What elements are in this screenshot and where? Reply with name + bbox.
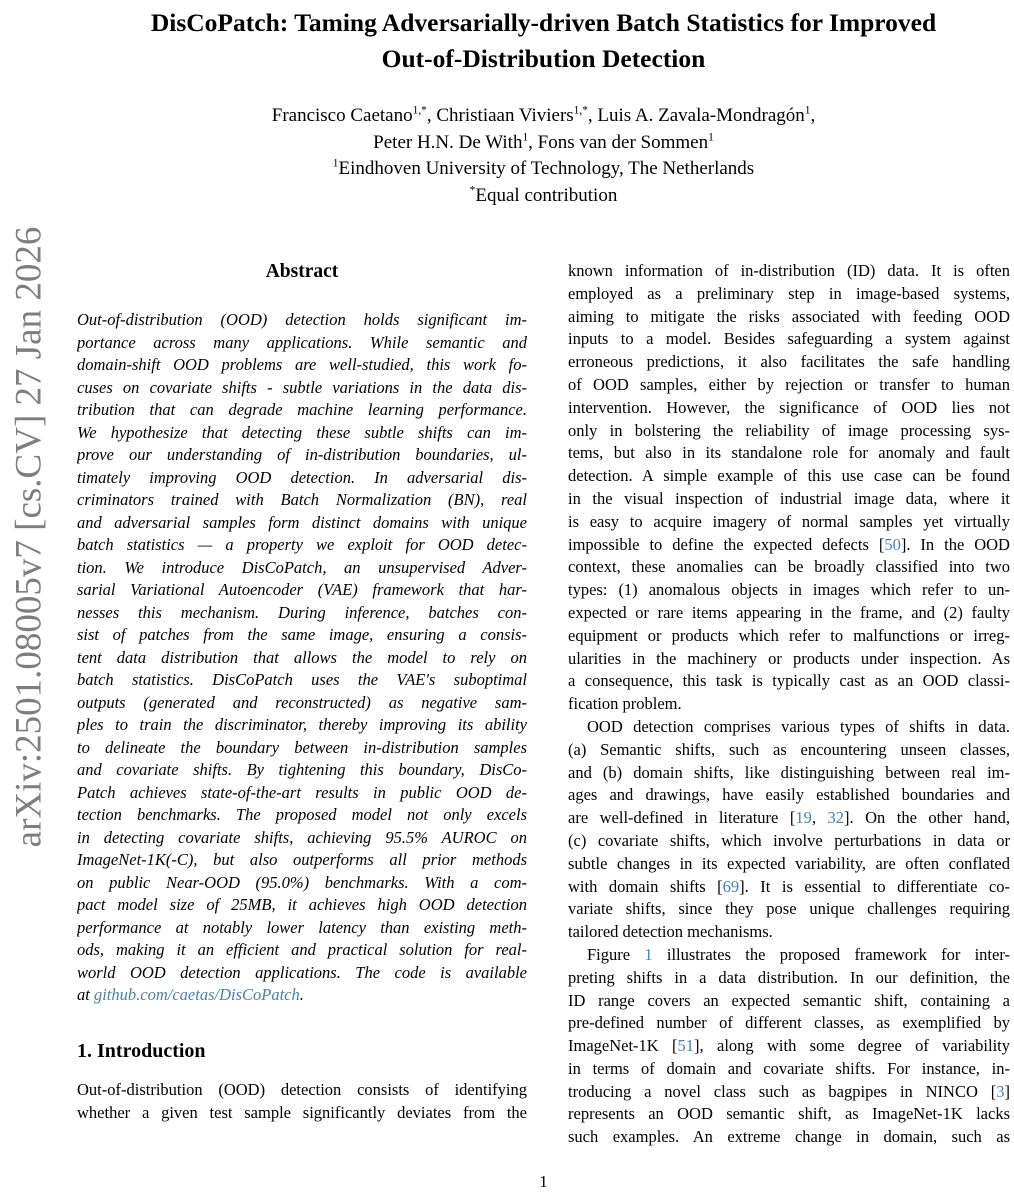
text-line: are well-defined in literature [19, 32]. On the other hand, — [568, 808, 1010, 828]
author-line: Francisco Caetano$^{1,*}$, Christiaan Viviers$^{1,*}$, Luis A. Zavala-Mondragón$^1$, — [271, 104, 816, 126]
superscript: * — [469, 184, 476, 197]
text-line: subtle changes in its expected variability, are often conflated — [568, 853, 1010, 873]
text-line: employed as a preliminary step in image-based systems, — [568, 283, 1010, 303]
author-block — [77, 103, 1010, 209]
text-line: in the visual inspection of industrial image data, where it — [568, 488, 1010, 508]
text-line: portance across many applications. While semantic and — [77, 332, 527, 352]
superscript: 1 — [522, 131, 529, 144]
page-footer — [77, 1172, 1010, 1192]
text-line: intervention. However, the significance of OOD lies not — [568, 397, 1010, 417]
page-number: 1 — [539, 1172, 548, 1191]
text-line: erroneous predictions, it also facilitates the safe handling — [568, 352, 1010, 372]
text-line: troducing a novel class such as bagpipes in NINCO [3] — [568, 1081, 1010, 1101]
text-line: ID range covers an expected semantic shift, containing a — [568, 990, 1010, 1010]
left-column — [77, 258, 527, 1149]
text-line: at github.com/caetas/DisCoPatch. — [77, 985, 304, 1004]
text-line: cuses on covariate shifts - subtle variations in the data dis- — [77, 377, 527, 397]
text-line: tion. We introduce DisCoPatch, an unsupervised Adver- — [77, 557, 527, 577]
introduction-heading: 1. Introduction — [77, 1039, 206, 1062]
text-line: variate shifts, since they pose unique challenges requiring — [568, 899, 1010, 919]
text-line: sist of patches from the same image, ensuring a consis- — [77, 625, 527, 644]
paper-title-line-2: Out-of-Distribution Detection — [381, 44, 706, 73]
superscript: 1,* — [573, 104, 588, 117]
right-column-body — [568, 260, 1010, 1149]
text-line: equipment or products which refer to malfunctions or irreg- — [568, 625, 1010, 645]
text-line: whether a given test sample significantly deviates from the — [77, 1102, 527, 1122]
text-line: impossible to define the expected defects [50]. In the OOD — [568, 534, 1010, 554]
abstract-heading: Abstract — [265, 261, 339, 282]
author-line: $^1$Eindhoven University of Technology, The Netherlands — [332, 157, 755, 179]
citation-link[interactable]: 3 — [996, 1081, 1005, 1101]
paragraph — [77, 1078, 527, 1124]
text-line: criminators trained with Batch Normalization (BN), real — [77, 490, 527, 509]
text-line: nesses this mechanism. During inference, batches con- — [77, 602, 527, 622]
text-line: and covariate shifts. By tightening this boundary, DisCo- — [77, 760, 527, 779]
text-line: pre-defined number of different classes, as exemplified by — [568, 1013, 1010, 1033]
text-line: sarial Variational Autoencoder (VAE) framework that har- — [77, 580, 527, 599]
text-line: detection. A simple example of this use case can be found — [568, 466, 1010, 486]
text-line: aiming to mitigate the risks associated with feeding OOD — [568, 306, 1010, 326]
text-line: Out-of-distribution (OOD) detection consists of identifying — [77, 1079, 527, 1099]
text-line: batch statistics — a property we exploit for OOD detec- — [77, 535, 527, 554]
citation-link[interactable]: 51 — [677, 1036, 695, 1056]
text-line: such examples. An extreme change in domain, such as — [568, 1127, 1010, 1147]
text-line: domain-shift OOD problems are well-studied, this work fo- — [77, 355, 527, 374]
introduction-body — [77, 1078, 527, 1124]
text-line: on public Near-OOD (95.0%) benchmarks. With a com- — [77, 872, 527, 892]
text-line: is easy to acquire imagery of normal samples yet virtually — [568, 511, 1010, 531]
text-line: fication problem. — [568, 694, 682, 714]
text-line: performance at notably lower latency than existing meth- — [77, 917, 527, 937]
text-line: Out-of-distribution (OOD) detection holds significant im- — [77, 310, 527, 329]
text-line: tribution that can degrade machine learning performance. — [77, 400, 527, 419]
text-line: and adversarial samples form distinct domains with unique — [77, 512, 527, 532]
citation-link[interactable]: 32 — [827, 808, 844, 828]
text-line: represents an OOD semantic shift, as ImageNet-1K lacks — [568, 1104, 1010, 1124]
right-column — [568, 258, 1010, 1149]
text-line: ImageNet-1K [51], along with some degree of variability — [568, 1036, 1010, 1056]
text-line: ods, making it an efficient and practical solution for real- — [77, 940, 527, 959]
text-line: preting shifts in a data distribution. In our definition, the — [568, 967, 1010, 987]
text-line: in detecting covariate shifts, achieving 95.5% AUROC on — [77, 827, 527, 847]
text-line: only in bolstering the reliability of image processing sys- — [568, 420, 1010, 440]
text-line: timately improving OOD detection. In adversarial dis- — [77, 467, 527, 487]
text-line: a consequence, this task is typically cast as an OOD classi- — [568, 671, 1010, 691]
text-line: tent data distribution that allows the model to rely on — [77, 647, 527, 667]
text-line: tailored detection mechanisms. — [568, 922, 773, 942]
text-line: Figure 1 illustrates the proposed framework for inter- — [587, 944, 1010, 964]
citation-link[interactable]: 50 — [884, 534, 901, 554]
text-line: ples to train the discriminator, thereby improving its ability — [77, 715, 527, 734]
paper-title — [77, 5, 1010, 77]
text-line: ages and drawings, have easily established boundaries and — [568, 785, 1010, 805]
author-line: *Equal contribution — [469, 184, 618, 206]
text-line: types: (1) anomalous objects in images which refer to un- — [568, 580, 1010, 600]
paragraph — [568, 260, 1010, 716]
text-line: We hypothesize that detecting these subtle shifts can im- — [77, 422, 527, 442]
text-line: ularities in the machinery or products under inspection. As — [568, 648, 1010, 668]
text-line: with domain shifts [69]. It is essential to differentiate co- — [568, 876, 1010, 896]
citation-link[interactable]: 19 — [795, 808, 812, 828]
text-line: prove our understanding of in-distribution boundaries, ul- — [77, 445, 527, 464]
text-line: (a) Semantic shifts, such as encountering unseen classes, — [568, 739, 1010, 759]
two-column-body — [77, 258, 1010, 1149]
text-line: known information of in-distribution (ID) data. It is often — [568, 261, 1010, 280]
text-line: world OOD detection applications. The code is available — [77, 962, 527, 982]
superscript: 1 — [804, 104, 811, 117]
text-line: batch statistics. DisCoPatch uses the VAE's suboptimal — [77, 670, 527, 689]
superscript: 1 — [708, 131, 714, 144]
text-line: of OOD samples, either by rejection or transfer to human — [568, 374, 1010, 394]
text-line: ImageNet-1K(-C), but also outperforms all prior methods — [77, 850, 527, 869]
paragraph — [568, 944, 1010, 1149]
paragraph — [77, 309, 527, 1007]
superscript: 1 — [332, 157, 339, 170]
paragraph — [568, 716, 1010, 944]
text-line: OOD detection comprises various types of shifts in data. — [587, 716, 1010, 736]
text-line: inputs to a model. Besides safeguarding a system against — [568, 329, 1010, 349]
abstract-body — [77, 309, 527, 1007]
text-line: and (b) domain shifts, like distinguishing between real im- — [568, 762, 1010, 782]
text-line: outputs (generated and reconstructed) as negative sam- — [77, 692, 527, 712]
text-line: tems, but also in its standalone role for anomaly and fault — [568, 443, 1010, 463]
arxiv-watermark: arXiv:2501.08005v7 [cs.CV] 27 Jan 2026 — [8, 226, 50, 848]
text-line: (c) covariate shifts, which involve perturbations in data or — [568, 830, 1010, 850]
text-line: pact model size of 25MB, it achieves high OOD detection — [77, 895, 527, 914]
text-line: to delineate the boundary between in-distribution samples — [77, 737, 527, 757]
paper-title-line-1: DisCoPatch: Taming Adversarially-driven Batch Statistics for Improved — [150, 8, 937, 37]
text-line: context, these anomalies can be broadly classified into two — [568, 557, 1010, 577]
text-line: expected or rare items appearing in the frame, and (2) faulty — [568, 602, 1010, 622]
citation-link[interactable]: 69 — [722, 876, 740, 896]
text-line: tection benchmarks. The proposed model not only excels — [77, 805, 527, 824]
text-line: in terms of domain and covariate shifts. For instance, in- — [568, 1058, 1010, 1078]
citation-link[interactable]: 1 — [644, 944, 653, 964]
github-link[interactable]: github.com/caetas/DisCoPatch — [93, 985, 300, 1004]
author-line: Peter H.N. De With$^1$, Fons van der Sommen$^1$ — [373, 131, 714, 153]
superscript: 1,* — [412, 104, 427, 117]
text-line: Patch achieves state-of-the-art results in public OOD de- — [77, 782, 527, 802]
